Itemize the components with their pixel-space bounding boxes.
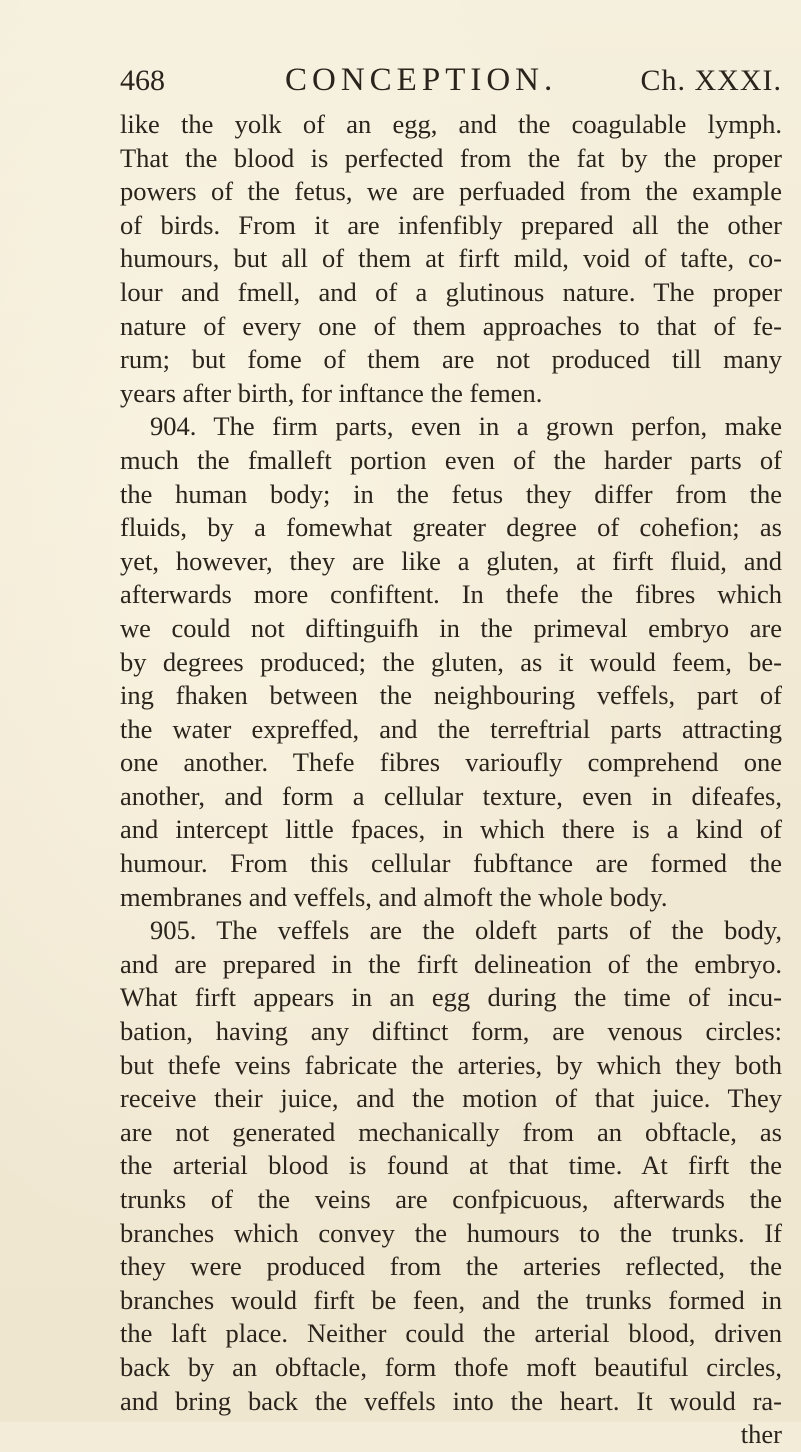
text-line: yet, however, they are like a gluten, at firft fluid, and <box>120 545 782 576</box>
text-line: one another. Thefe fibres varioufly comprehend one <box>120 747 782 778</box>
page-header <box>120 60 782 104</box>
text-line: nature of every one of them approaches to that of fe- <box>120 310 782 341</box>
text-line: bation, having any diftinct form, are venous circles: <box>120 1016 782 1047</box>
text-line: the water expreffed, and the terreftrial parts attracting <box>120 713 782 744</box>
text-line: rum; but fome of them are not produced till many <box>120 344 782 375</box>
text-line: humour. From this cellular fubftance are formed the <box>120 848 782 879</box>
text-line: and are prepared in the firft delineation of the embryo. <box>120 948 782 979</box>
paragraph-905-start: 905. The veffels are the oldeft parts of the body, <box>150 915 782 946</box>
text-line: the laft place. Neither could the arterial blood, driven <box>120 1318 782 1349</box>
text-line: humours, but all of them at firft mild, void of tafte, co- <box>120 243 782 274</box>
catchword: ther <box>740 1419 782 1450</box>
text-line: they were produced from the arteries reflected, the <box>120 1251 782 1282</box>
text-line: another, and form a cellular texture, even in difeafes, <box>120 780 782 811</box>
text-line: membranes and veffels, and almoft the whole body. <box>120 881 668 912</box>
running-title: CONCEPTION. <box>285 62 558 98</box>
text-line: What firft appears in an egg during the time of incu- <box>120 982 782 1013</box>
text-line: years after birth, for inftance the femen. <box>120 377 543 408</box>
text-line: That the blood is perfected from the fat by the proper <box>120 142 782 173</box>
text-line: back by an obftacle, form thofe moft beautiful circles, <box>120 1351 782 1382</box>
text-line: much the fmalleft portion even of the harder parts of <box>120 444 782 475</box>
text-line: lour and fmell, and of a glutinous nature. The proper <box>120 276 782 307</box>
text-line: of birds. From it are infenfibly prepared all the other <box>120 209 782 240</box>
text-line: fluids, by a fomewhat greater degree of cohefion; as <box>120 512 782 543</box>
text-line: by degrees produced; the gluten, as it would feem, be- <box>120 646 782 677</box>
text-line: and bring back the veffels into the heart. It would ra- <box>120 1385 782 1416</box>
text-line: and intercept little fpaces, in which there is a kind of <box>120 814 782 845</box>
text-line: branches which convey the humours to the trunks. If <box>120 1217 782 1248</box>
paragraph-904-start: 904. The firm parts, even in a grown perfon, make <box>150 411 782 442</box>
text-line: like the yolk of an egg, and the coagulable lymph. <box>120 109 782 139</box>
text-line: powers of the fetus, we are perfuaded from the example <box>120 176 782 207</box>
body-text <box>120 108 782 1452</box>
text-line: ing fhaken between the neighbouring veffels, part of <box>120 680 782 711</box>
text-line: are not generated mechanically from an obftacle, as <box>120 1116 782 1147</box>
text-line: trunks of the veins are confpicuous, afterwards the <box>120 1184 782 1214</box>
chapter-label: Ch. XXXI. <box>640 64 782 97</box>
text-line: but thefe veins fabricate the arteries, by which they both <box>120 1049 782 1080</box>
text-line: branches would firft be feen, and the trunks formed in <box>120 1284 782 1315</box>
text-line: receive their juice, and the motion of that juice. They <box>120 1083 782 1114</box>
text-line: the human body; in the fetus they differ from the <box>120 478 782 509</box>
text-line: afterwards more confiftent. In thefe the fibres which <box>120 579 782 610</box>
text-line: the arterial blood is found at that time. At firft the <box>120 1150 782 1181</box>
text-line: we could not diftinguifh in the primeval embryo are <box>120 612 782 643</box>
page-number: 468 <box>120 64 165 97</box>
